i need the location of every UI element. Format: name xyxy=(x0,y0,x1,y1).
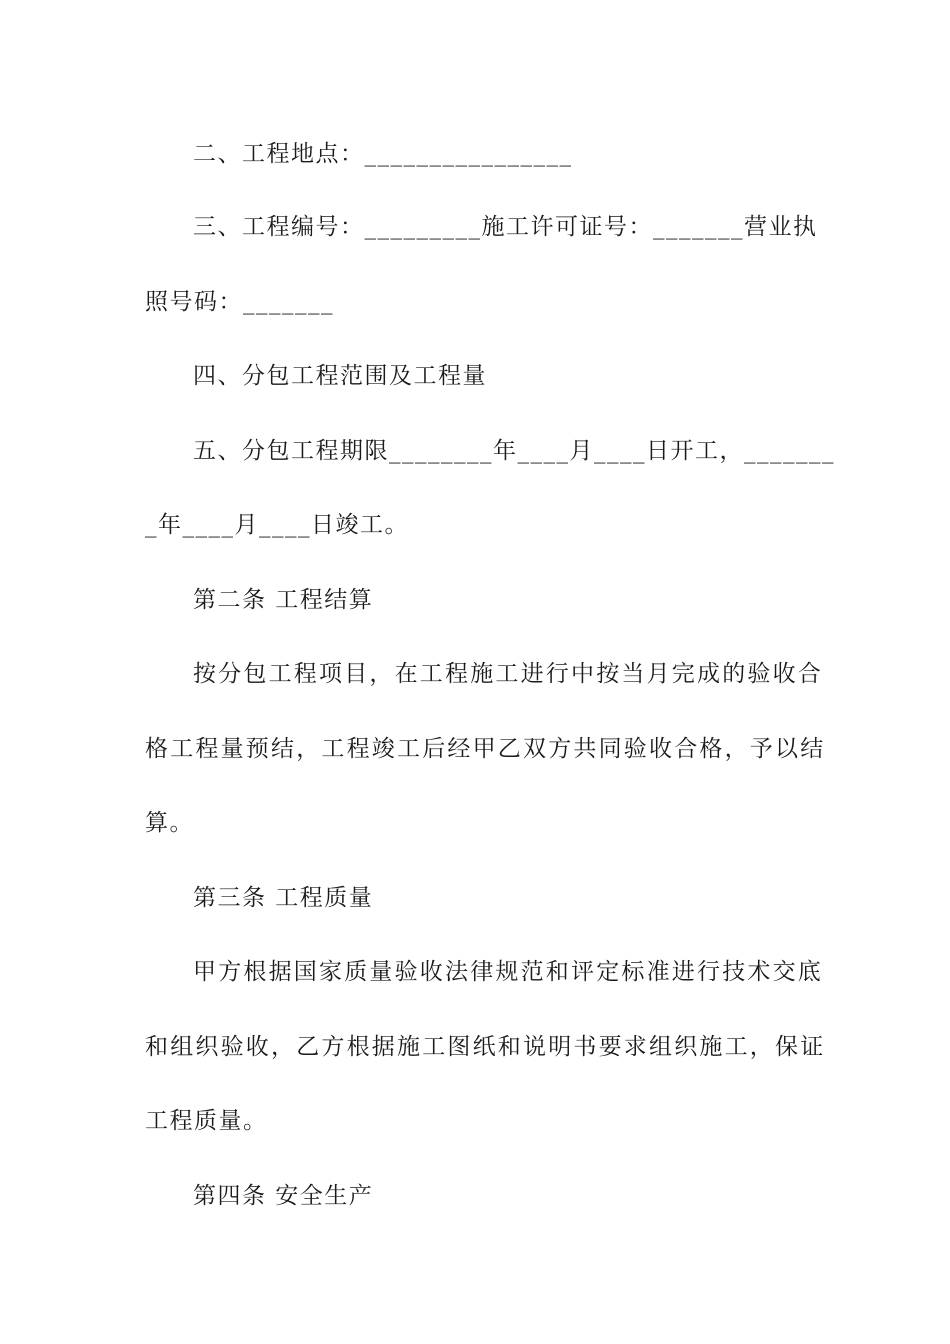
clause-location-line: 二、工程地点：________________ xyxy=(193,141,573,167)
clause-period-line-cont: _年____月____日竣工。 xyxy=(145,512,409,538)
article-3-paragraph-line-3: 工程质量。 xyxy=(145,1108,268,1134)
clause-number-line: 三、工程编号：_________施工许可证号：_______营业执 xyxy=(193,214,818,240)
article-2-paragraph-line-1: 按分包工程项目，在工程施工进行中按当月完成的验收合 xyxy=(193,661,823,687)
article-2-paragraph-line-2: 格工程量预结，工程竣工后经甲乙双方共同验收合格，予以结 xyxy=(145,736,826,762)
clause-period-line: 五、分包工程期限________年____月____日开工，_______ xyxy=(193,438,835,464)
article-3-heading: 第三条 工程质量 xyxy=(193,885,374,911)
clause-number-line-cont: 照号码：_______ xyxy=(145,289,334,315)
article-3-paragraph-line-2: 和组织验收，乙方根据施工图纸和说明书要求组织施工，保证 xyxy=(145,1034,826,1060)
clause-scope-line: 四、分包工程范围及工程量 xyxy=(193,363,487,389)
article-4-heading: 第四条 安全生产 xyxy=(193,1183,374,1209)
article-2-paragraph-line-3: 算。 xyxy=(145,810,194,836)
article-3-paragraph-line-1: 甲方根据国家质量验收法律规范和评定标准进行技术交底 xyxy=(193,959,823,985)
article-2-heading: 第二条 工程结算 xyxy=(193,587,374,613)
